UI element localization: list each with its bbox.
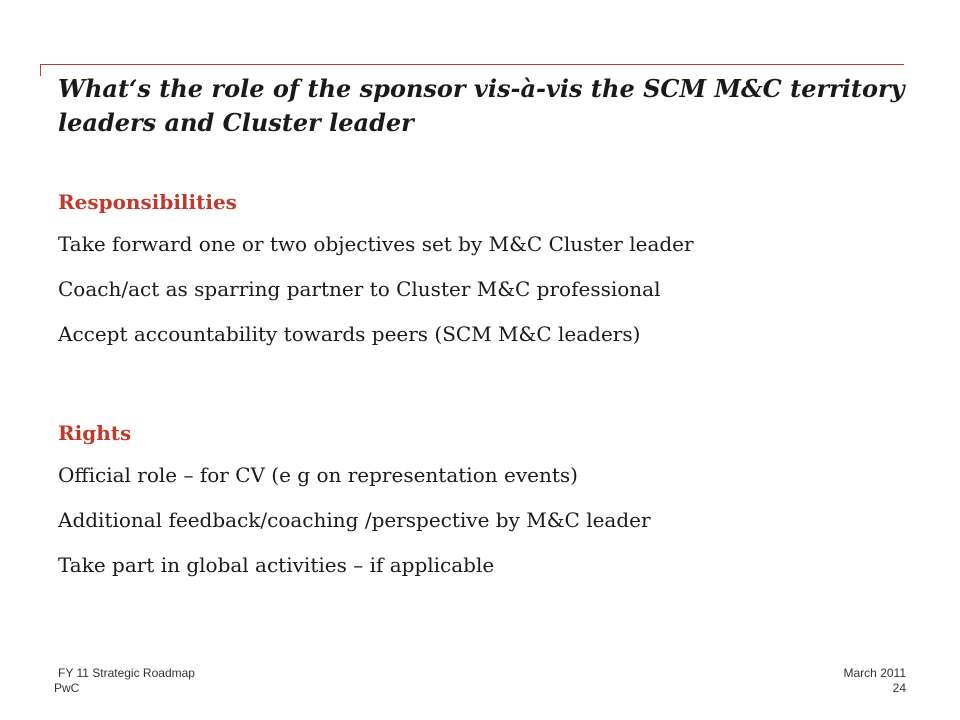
- header-rule-tick: [40, 64, 41, 76]
- slide-body: [58, 182, 918, 588]
- rights-item: Official role – for CV (e g on representation events): [58, 463, 578, 487]
- header-rule: [40, 64, 904, 65]
- rights-heading: Rights: [58, 421, 132, 445]
- responsibility-item: Coach/act as sparring partner to Cluster M&C professional: [58, 277, 661, 301]
- responsibilities-heading: Responsibilities: [58, 190, 237, 214]
- section-spacer: [58, 357, 918, 413]
- page-number: 24: [892, 681, 906, 695]
- slide-title: What‘s the role of the sponsor vis-à-vis the SCM M&C territory leaders and Cluster leader: [58, 74, 905, 137]
- footer-topic: FY 11 Strategic Roadmap: [58, 666, 195, 680]
- responsibility-item: Accept accountability towards peers (SCM M&C leaders): [58, 322, 641, 346]
- rights-item: Take part in global activities – if applicable: [58, 553, 495, 577]
- footer-brand: PwC: [54, 681, 80, 695]
- responsibility-item: Take forward one or two objectives set by M&C Cluster leader: [58, 232, 694, 256]
- rights-item: Additional feedback/coaching /perspective by M&C leader: [58, 508, 651, 532]
- footer-date: March 2011: [843, 666, 906, 680]
